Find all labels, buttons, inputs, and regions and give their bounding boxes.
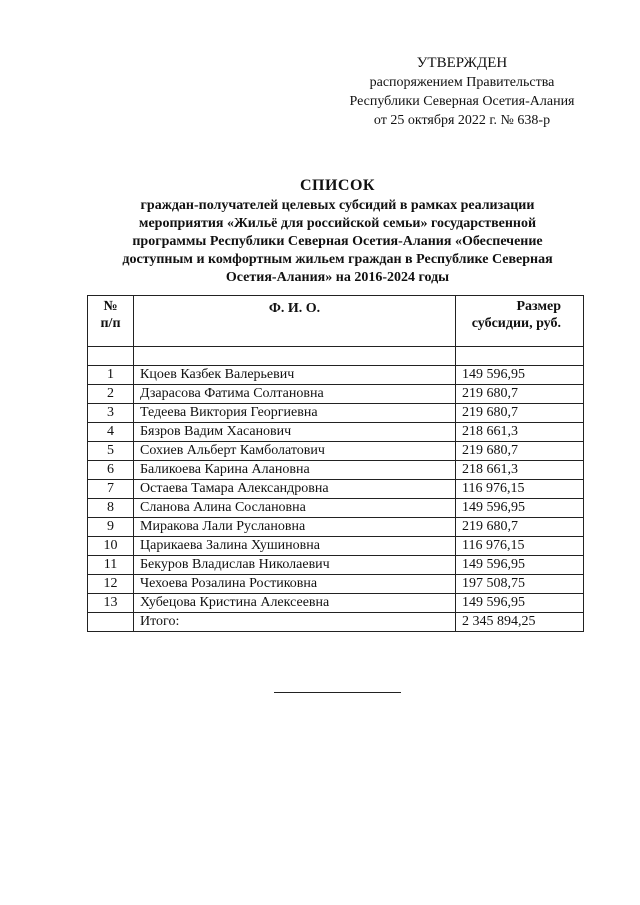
subsidy-amount: 149 596,95 bbox=[456, 499, 584, 518]
table-header-row bbox=[88, 296, 584, 347]
subsidy-amount: 197 508,75 bbox=[456, 575, 584, 594]
approval-title: УТВЕРЖДЕН bbox=[416, 55, 508, 71]
row-number: 11 bbox=[88, 556, 134, 575]
total-amount: 2 345 894,25 bbox=[456, 613, 584, 632]
header-amount bbox=[456, 296, 584, 347]
table-row bbox=[88, 366, 584, 385]
recipient-name: Кцоев Казбек Валерьевич bbox=[134, 366, 456, 385]
recipient-name: Сохиев Альберт Камболатович bbox=[134, 442, 456, 461]
recipient-name: Чехоева Розалина Ростиковна bbox=[134, 575, 456, 594]
recipient-name: Баликоева Карина Алановна bbox=[134, 461, 456, 480]
subsidy-amount: 218 661,3 bbox=[456, 423, 584, 442]
header-name: Ф. И. О. bbox=[134, 296, 456, 347]
subsidy-amount: 219 680,7 bbox=[456, 404, 584, 423]
recipient-name: Сланова Алина Сослановна bbox=[134, 499, 456, 518]
table-row bbox=[88, 594, 584, 613]
approval-date: от 25 октября 2022 г. № 638-р bbox=[373, 113, 551, 128]
document-subtitle bbox=[90, 197, 585, 287]
subsidy-amount: 149 596,95 bbox=[456, 594, 584, 613]
header-amount-line: Размер bbox=[516, 299, 561, 314]
table-row bbox=[88, 556, 584, 575]
table-spacer-row bbox=[88, 347, 584, 366]
table-row bbox=[88, 518, 584, 537]
approval-block bbox=[322, 54, 602, 130]
row-number: 4 bbox=[88, 423, 134, 442]
subsidy-amount: 116 976,15 bbox=[456, 537, 584, 556]
subtitle-line: Осетия-Алания» на 2016-2024 годы bbox=[225, 270, 450, 285]
subtitle-line: доступным и комфортным жильем граждан в Республике Северная bbox=[122, 252, 553, 267]
subsidy-amount: 149 596,95 bbox=[456, 556, 584, 575]
row-number: 1 bbox=[88, 366, 134, 385]
table-row bbox=[88, 461, 584, 480]
subsidy-amount: 219 680,7 bbox=[456, 442, 584, 461]
recipient-name: Царикаева Залина Хушиновна bbox=[134, 537, 456, 556]
document-heading bbox=[90, 176, 585, 287]
row-number: 9 bbox=[88, 518, 134, 537]
closing-line bbox=[274, 692, 401, 693]
subsidy-amount: 116 976,15 bbox=[456, 480, 584, 499]
subsidy-amount: 218 661,3 bbox=[456, 461, 584, 480]
approval-line: распоряжением Правительства bbox=[369, 75, 555, 90]
total-num-cell bbox=[88, 613, 134, 632]
row-number: 12 bbox=[88, 575, 134, 594]
row-number: 8 bbox=[88, 499, 134, 518]
table-row bbox=[88, 537, 584, 556]
subtitle-line: мероприятия «Жильё для российской семьи» государственной bbox=[138, 216, 537, 231]
recipient-name: Тедеева Виктория Георгиевна bbox=[134, 404, 456, 423]
row-number: 7 bbox=[88, 480, 134, 499]
table-row bbox=[88, 499, 584, 518]
row-number: 13 bbox=[88, 594, 134, 613]
approval-line: Республики Северная Осетия-Алания bbox=[349, 94, 575, 109]
recipient-name: Остаева Тамара Александровна bbox=[134, 480, 456, 499]
row-number: 6 bbox=[88, 461, 134, 480]
table-total-row bbox=[88, 613, 584, 632]
subtitle-line: программы Республики Северная Осетия-Алания «Обеспечение bbox=[132, 234, 543, 249]
header-num bbox=[88, 296, 134, 347]
table-row bbox=[88, 442, 584, 461]
total-label: Итого: bbox=[134, 613, 456, 632]
row-number: 10 bbox=[88, 537, 134, 556]
document-title: СПИСОК bbox=[299, 177, 376, 194]
table-row bbox=[88, 385, 584, 404]
header-amount-line: субсидии, руб. bbox=[471, 316, 561, 331]
recipient-name: Миракова Лали Руслановна bbox=[134, 518, 456, 537]
recipient-name: Бекуров Владислав Николаевич bbox=[134, 556, 456, 575]
row-number: 5 bbox=[88, 442, 134, 461]
subtitle-line: граждан-получателей целевых субсидий в рамках реализации bbox=[140, 198, 535, 213]
table-row bbox=[88, 404, 584, 423]
subsidy-amount: 219 680,7 bbox=[456, 518, 584, 537]
subsidy-amount: 149 596,95 bbox=[456, 366, 584, 385]
table-row bbox=[88, 575, 584, 594]
row-number: 3 bbox=[88, 404, 134, 423]
recipient-name: Бязров Вадим Хасанович bbox=[134, 423, 456, 442]
recipients-table bbox=[87, 295, 584, 632]
header-num-symbol: № bbox=[103, 299, 118, 314]
table-row bbox=[88, 423, 584, 442]
subsidy-amount: 219 680,7 bbox=[456, 385, 584, 404]
recipient-name: Дзарасова Фатима Солтановна bbox=[134, 385, 456, 404]
row-number: 2 bbox=[88, 385, 134, 404]
header-num-label: п/п bbox=[100, 316, 121, 331]
table-row bbox=[88, 480, 584, 499]
recipient-name: Хубецова Кристина Алексеевна bbox=[134, 594, 456, 613]
